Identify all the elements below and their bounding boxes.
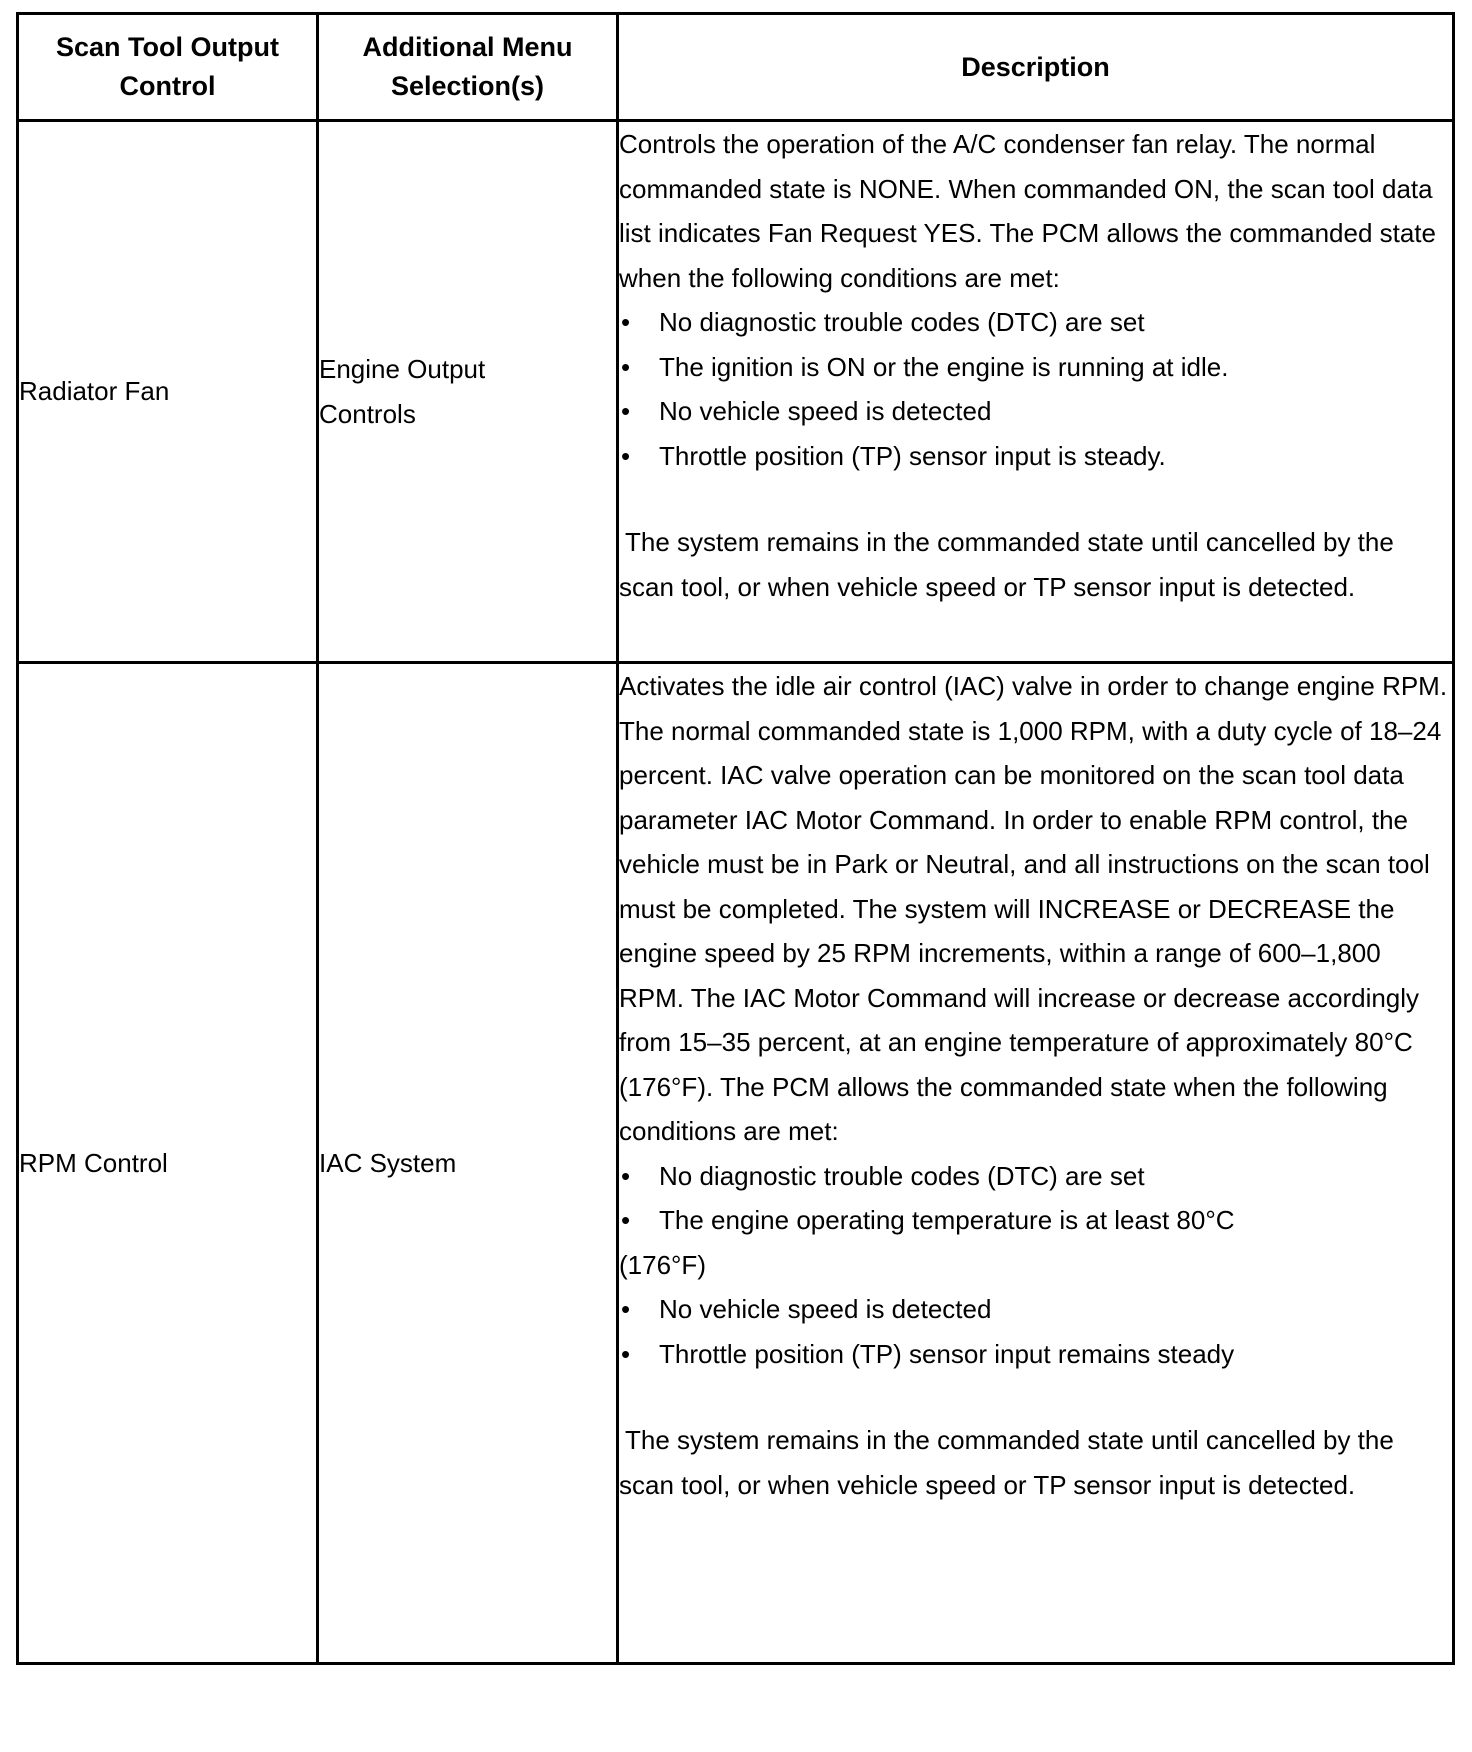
- closing-text: The system remains in the commanded state until cancelled by the scan tool, or when vehicle speed or TP sensor input is detected.: [619, 1425, 1394, 1500]
- bullet-text: Throttle position (TP) sensor input remains steady: [659, 1338, 1235, 1369]
- header-scan-tool-output-control: [18, 14, 318, 121]
- list-item: [619, 1198, 1452, 1243]
- table-row: [18, 121, 1454, 663]
- description-closing: [619, 520, 1452, 609]
- header-description: [618, 14, 1454, 121]
- bullet-text: The ignition is ON or the engine is running at idle.: [659, 351, 1229, 382]
- bullet-text: The engine operating temperature is at least 80°C: [659, 1205, 1235, 1235]
- bullet-icon: •: [621, 351, 631, 382]
- header-col1-line1: Scan Tool Output: [56, 32, 279, 62]
- header-col3: Description: [961, 51, 1110, 82]
- bullet-icon: •: [621, 1160, 631, 1191]
- closing-text: The system remains in the commanded state until cancelled by the scan tool, or when vehicle speed or TP sensor input is detected.: [619, 527, 1394, 602]
- description-intro: Activates the idle air control (IAC) valve in order to change engine RPM. The normal commanded state is 1,000 RPM, with a duty cycle of 18–24 percent. IAC valve operation can be monitored on the scan tool data parameter IAC Motor Command. In order to enable RPM control, the vehicle must be in Park or Neutral, and all instructions on the scan tool must be completed. The system will INCREASE or DECREASE the engine speed by 25 RPM increments, within a range of 600–1,800 RPM. The IAC Motor Command will increase or decrease accordingly from 15–35 percent, at an engine temperature of approximately 80°C (176°F). The PCM allows the commanded state when the following conditions are met:: [619, 671, 1448, 1146]
- bullet-wrap-text: (176°F): [619, 1249, 706, 1280]
- description-closing: [619, 1418, 1452, 1507]
- control-cell: [18, 121, 318, 663]
- output-controls-table: [16, 12, 1455, 1665]
- list-item: [619, 389, 1452, 434]
- conditions-list: [619, 1154, 1452, 1377]
- bullet-icon: •: [621, 1205, 631, 1235]
- header-additional-menu-selections: [318, 14, 618, 121]
- conditions-list: [619, 300, 1452, 478]
- menu-line1: Engine Output: [319, 354, 486, 384]
- list-item: [619, 1154, 1452, 1199]
- bullet-icon: •: [621, 396, 631, 426]
- header-col1-line2: Control: [119, 71, 216, 101]
- description-cell: [618, 663, 1454, 1664]
- description-intro: Controls the operation of the A/C condenser fan relay. The normal commanded state is NONE. When commanded ON, the scan tool data list indicates Fan Request YES. The PCM allows the commanded state when the following conditions are met:: [619, 129, 1436, 293]
- menu-line1: IAC System: [319, 1147, 457, 1178]
- bullet-icon: •: [621, 1338, 631, 1369]
- list-item: [619, 300, 1452, 345]
- bullet-text: Throttle position (TP) sensor input is steady.: [659, 440, 1166, 471]
- bullet-text: No vehicle speed is detected: [659, 396, 992, 426]
- bullet-text: No vehicle speed is detected: [659, 1294, 992, 1324]
- bullet-text: No diagnostic trouble codes (DTC) are set: [659, 307, 1145, 337]
- bullet-icon: •: [621, 307, 631, 337]
- list-item: [619, 434, 1452, 479]
- table-header-row: [18, 14, 1454, 121]
- menu-cell: [318, 121, 618, 663]
- description-cell: [618, 121, 1454, 663]
- table-row: [18, 663, 1454, 1664]
- header-col2-line1: Additional Menu: [362, 32, 573, 62]
- list-item-wrap: [619, 1243, 1452, 1288]
- bullet-icon: •: [621, 1294, 631, 1324]
- menu-cell: [318, 663, 618, 1664]
- menu-line2: Controls: [319, 398, 416, 429]
- list-item: [619, 345, 1452, 390]
- control-name: RPM Control: [19, 1147, 168, 1178]
- control-cell: [18, 663, 318, 1664]
- control-name: Radiator Fan: [19, 376, 170, 407]
- spacer: [619, 1376, 1452, 1418]
- list-item: [619, 1332, 1452, 1377]
- bullet-text: No diagnostic trouble codes (DTC) are set: [659, 1160, 1145, 1191]
- bullet-icon: •: [621, 440, 631, 471]
- header-col2-line2: Selection(s): [390, 71, 545, 101]
- list-item: [619, 1287, 1452, 1332]
- spacer: [619, 478, 1452, 520]
